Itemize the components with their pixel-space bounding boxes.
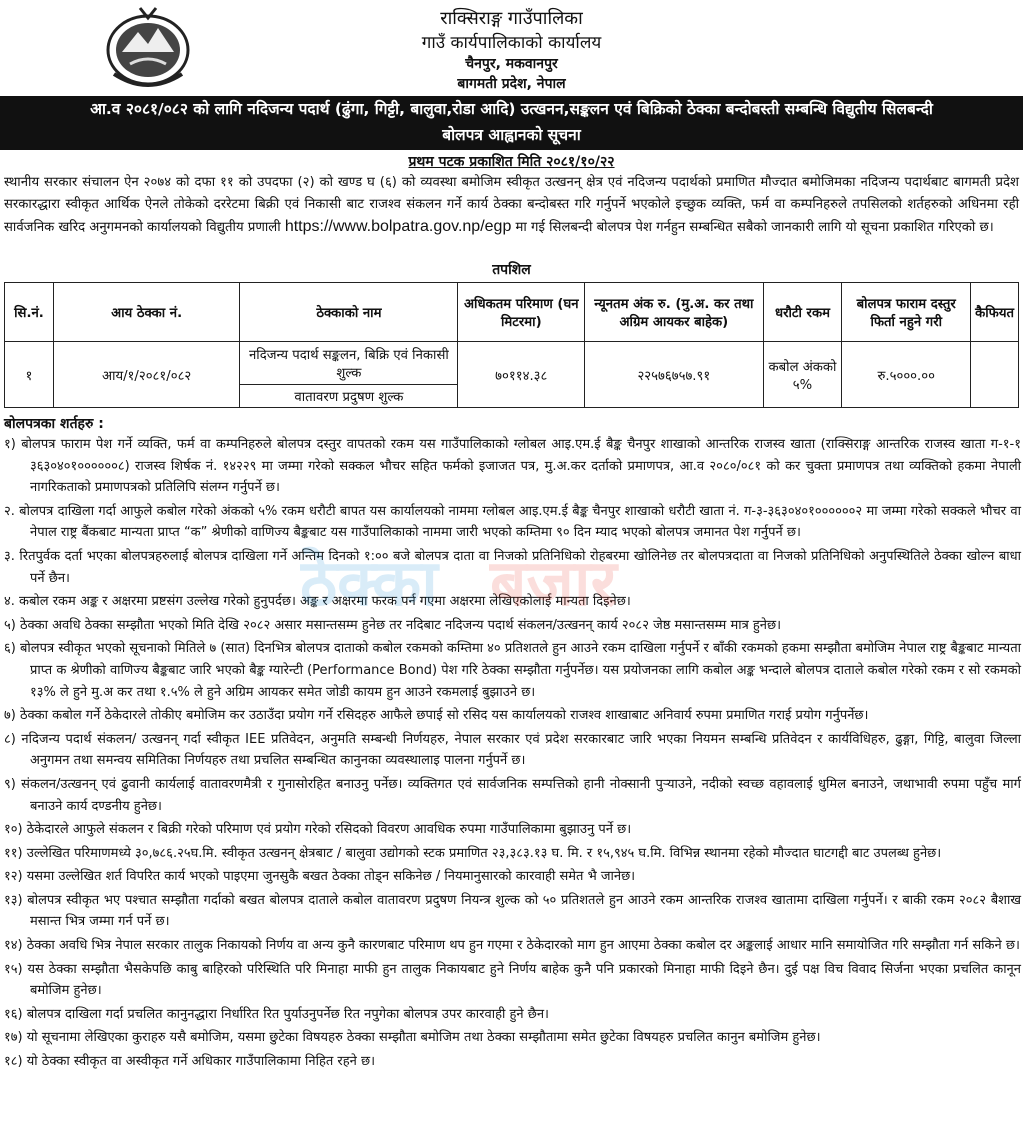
term-item: १२) यसमा उल्लेखित शर्त विपरित कार्य भएको पाइएमा जुनसुकै बखत ठेक्का तोड्न सकिनेछ / नियमानुसारको कारवाही समेत भै जानेछ।: [4, 869, 636, 885]
office-name: गाउँ कार्यपालिकाको कार्यालय: [421, 33, 602, 53]
term-item: ५) ठेक्का अवधि ठेक्का सम्झौता भएको मिति देखि २०८२ असार मसान्तसम्म हुनेछ तर नदिबाट नदिजन्य पदार्थ संकलन/उत्खनन् कार्य २०८२ जेष्ठ मसान्तसम्म मात्र हुनेछ।: [4, 617, 782, 633]
terms-list: [4, 434, 1021, 1075]
office-address: चैनपुर, मकवानपुर: [465, 56, 558, 72]
col-header-deposit: धरौटी रकम: [763, 283, 842, 342]
table-header-row: [5, 283, 1019, 342]
term-item: १०) ठेकेदारले आफुले संकलन र बिक्री गरेको परिमाण एवं प्रयोग गरेको रसिदको विवरण आवधिक रुपमा गाउँपालिकामा बुझाउनु पर्ने छ।: [4, 822, 632, 838]
term-item: १७) यो सूचनामा लेखिएका कुराहरु यसै बमोजिम, यसमा छुटेका विषयहरु ठेक्का सम्झौता बमोजिम तथा ठेक्का सम्झौतामा समेत छुटेका विषयहरु प्रचलित कानुन बमोजिम हुनेछ।: [4, 1030, 821, 1046]
watermark-part-2: बजार: [490, 547, 617, 621]
cell-contract-name-1: नदिजन्य पदार्थ सङ्कलन, बिक्रि एवं निकासी शुल्क: [240, 342, 458, 385]
col-header-contract-no: आय ठेक्का नं.: [53, 283, 239, 342]
cell-deposit: कबोल अंकको ५%: [763, 342, 842, 408]
intro-text-after-url: मा गई सिलबन्दी बोलपत्र पेश गर्नहुन सम्बन्धित सबैको जानकारी लागि यो सूचना प्रकाशित गरिएको छ।: [515, 220, 994, 235]
term-item: १६) बोलपत्र दाखिला गर्दा प्रचलित कानुनद्धारा निर्धारित रित पुर्याउनुपर्नेछ रित नपुगेका बोलपत्र उपर कारवाही हुने छैन।: [4, 1006, 549, 1022]
intro-text-before-url: स्थानीय सरकार संचालन ऐन २०७४ को दफा ११ को उपदफा (२) को खण्ड घ (६) को व्यवस्था बमोजिम स्वीकृत उत्खनन् क्षेत्र एवं नदिजन्य पदार्थको प्रमाणित मौज्दात बमोजिमका नदिजन्य पदार्थबाट बागमती प्रदेश सरकारद्धारा स्वीकृत आर्थिक ऐनले तोकेको दररेटमा बिक्री एवं निकासी बाट राजश्व संकलन गर्ने कार्य ठेक्का बन्दोबस्त गरि गर्नुपर्ने भएकोले इच्छुक व्यक्ति, फर्म वा कम्पनिहरुले तपसिलको शर्तहरुको अधिनमा रही सार्वजनिक खरिद अनुगमनको कार्यालयको विद्युतीय प्रणाली: [4, 175, 1019, 235]
term-item: १४) ठेक्का अवधि भित्र नेपाल सरकार तालुक निकायको निर्णय वा अन्य कुनै कारणबाट परिमाण थप हुन गएमा र ठेकेदारको माग हुन आएमा ठेक्का कबोल दर अङ्कलाई आधार मानि समायोजित गरि सम्झौता गर्न सकिने छ।: [4, 938, 1020, 954]
term-item: ९) संकलन/उत्खनन् एवं ढुवानी कार्यलाई वातावरणमैत्री र गुनासोरहित बनाउनु पर्नेछ। व्यक्तिगत एवं सार्वजनिक सम्पत्तिको हानी नोक्सानी पुऱ्याउने, नदीको स्वच्छ वहावलाई धुमिल बनाउने, जथाभावी रुपमा पहुँच मार्ग बनाउने कार्य दण्डनीय हुनेछ।: [4, 776, 1021, 814]
intro-paragraph: [4, 172, 1019, 239]
province-name: बागमती प्रदेश, नेपाल: [457, 76, 566, 92]
col-header-contract-name: ठेक्काको नाम: [240, 283, 458, 342]
notice-title-line2: बोलपत्र आह्वानको सूचना: [442, 126, 581, 144]
cell-contract-name-2: वातावरण प्रदुषण शुल्क: [240, 385, 458, 408]
term-item: ३. रितपुर्वक दर्ता भएका बोलपत्रहरुलाई बोलपत्र दाखिला गर्ने अन्तिम दिनको १:०० बजे बोलपत्र दाता वा निजको प्रतिनिधिको रोहबरमा खोलिनेछ तर बोलपत्रदाता वा निजको प्रतिनिधिको अनुपस्थितिले ठेक्का खोल्न बाधा पर्ने छैन।: [4, 548, 1021, 586]
table-title: तपशिल: [492, 262, 531, 278]
cell-remarks: [971, 342, 1019, 408]
letterhead: [0, 0, 1023, 96]
watermark-logo: [300, 535, 660, 625]
col-header-max-quantity: अधिकतम परिमाण (घन मिटरमा): [458, 283, 585, 342]
term-item: ८) नदिजन्य पदार्थ संकलन/ उत्खनन् गर्दा स्वीकृत IEE प्रतिवेदन, अनुमति सम्बन्धी निर्णयहरु, नेपाल सरकार एवं प्रदेश सरकारबाट जारि भएका नियमन सम्बन्धि प्रतिवेदन र कार्यविधिहरु, ढुङ्गा, गिट्टि, बालुवा जिल्ला अनुगमन तथा समन्वय समितिका निर्णयहरु तथा प्रचलित सम्बन्धित कानुनका व्यवस्थालाइ पालना गर्नुपर्ने छ।: [4, 731, 1021, 769]
publish-date: प्रथम पटक प्रकाशित मिति २०८१/१०/२२: [408, 154, 615, 170]
term-item: १८) यो ठेक्का स्वीकृत वा अस्वीकृत गर्ने अधिकार गाउँपालिकामा निहित रहने छ।: [4, 1054, 376, 1070]
term-item: ११) उल्लेखित परिमाणमध्ये ३०,७८६.२५घ.मि. स्वीकृत उत्खनन् क्षेत्रबाट / बालुवा उद्योगको स्टक प्रमाणित २३,३८३.१३ घ. मि. र १५,९४५ घ.मि. विभिन्न स्थानमा रहेको मौज्दात घाटगद्दी बाट उपलब्ध हुनेछ।: [4, 845, 942, 861]
term-item: १) बोलपत्र फाराम पेश गर्ने व्यक्ति, फर्म वा कम्पनिहरुले बोलपत्र दस्तुर वापतको रकम यस गाउँपालिकाको ग्लोबल आइ.एम.ई बैङ्क चैनपुर शाखाको आन्तरिक राजस्व खाता (राक्सिराङ्ग आन्तरिक राजस्व खाता ग-१-१ ३६३०४०१००००००८) राजस्व शिर्षक नं. १४२२९ मा जम्मा गरेको सक्कल भौचर सहित फर्मको इजाजत पत्र, मु.अ.कर दर्ताको प्रमाणपत्र, आ.व २०८०/०८१ को कर चुक्ता प्रमाणपत्र तथा व्यक्तिको हकमा नेपाली नागरिकताको प्रमाणपत्रको प्रतिलिपि संलग्न गर्नुपर्ने छ।: [4, 437, 1021, 496]
contract-details-table: [4, 282, 1019, 408]
cell-max-quantity: ७०११४.३८: [458, 342, 585, 408]
cell-contract-no: आय/१/२०८१/०८२: [53, 342, 239, 408]
term-item: १३) बोलपत्र स्वीकृत भए पश्चात सम्झौता गर्दाको बखत बोलपत्र दाताले कबोल वातावरण प्रदुषण नियन्त्र शुल्क को ५० प्रतिशतले हुन आउने रकम आन्तरिक राजश्व खातामा दाखिला गर्नुपर्ने। र बाकी रकम २०८२ बैशाख मसान्त भित्र जम्मा गर्न पर्ने छ।: [4, 892, 1021, 930]
municipality-name: राक्सिराङ्ग गाउँपालिका: [440, 8, 583, 29]
cell-sn: १: [5, 342, 54, 408]
term-item: १५) यस ठेक्का सम्झौता भैसकेपछि काबु बाहिरको परिस्थिति परि मिनाहा माफी हुन तालुक निकायबाट हुने निर्णय बाहेक कुनै पनि प्रकारको मिनाहा माफी दिइने छैन। दुई पक्ष विच विवाद सिर्जना भएका प्रचलित कानून बमोजिम हुनेछ।: [4, 961, 1021, 999]
watermark-part-1: ठेक्का: [300, 547, 438, 621]
notice-title-line1: आ.व २०८१/०८२ को लागि नदिजन्य पदार्थ (ढुंगा, गिट्टी, बालुवा,रोडा आदि) उत्खनन,सङ्कलन एवं बिक्रिको ठेक्का बन्दोबस्ती सम्बन्धि विद्युतीय सिलबन्दी: [90, 100, 933, 118]
terms-heading: बोलपत्रका शर्तहरु :: [4, 416, 104, 432]
col-header-min-amount: न्यूनतम अंक रु. (मु.अ. कर तथा अग्रिम आयकर बाहेक): [585, 283, 763, 342]
col-header-sn: सि.नं.: [5, 283, 54, 342]
cell-min-amount: २२५७६७५७.९१: [585, 342, 763, 408]
term-item: ६) बोलपत्र स्वीकृत भएको सूचनाको मितिले ७ (सात) दिनभित्र बोलपत्र दाताको कबोल रकमको कम्तिमा ४० प्रतिशतले हुन आउने रकम दाखिला गर्नुपर्ने र बाँकी रकमको हकमा सम्झौता बमोजिम नेपाल राष्ट्र बैङ्कबाट मान्यता प्राप्त क श्रेणीको वाणिज्य बैङ्कबाट जारि भएको बैङ्क ग्यारेन्टी (Performance Bond) पेश गरि ठेक्का सम्झौता गर्नुपर्नेछ। यस प्रयोजनका लागि कबोल अङ्क भन्दाले बोलपत्र दाताले कबोल गरेको रकम र सो रकमको १३% ले हुने मु.अ कर तथा १.५% ले हुने अग्रिम आयकर समेत जोडी कायम हुन आउने रकमलाई बुझाउने छ।: [4, 641, 1021, 700]
term-item: ७) ठेक्का कबोल गर्ने ठेकेदारले तोकीए बमोजिम कर उठाउँदा प्रयोग गर्ने रसिदहरु आफैले छपाई सो रसिद यस कार्यालयको राजश्व शाखाबाट अनिवार्य रुपमा प्रमाणित गराई प्रयोग गर्नुपर्नेछ।: [4, 708, 869, 724]
term-item: २. बोलपत्र दाखिला गर्दा आफुले कबोल गरेको अंकको ५% रकम धरौटी बापत यस कार्यालयको नाममा ग्लोबल आइ.एम.ई बैङ्क चैनपुर शाखाको धरौटी खाता नं. ग-३-३६३०४०१००००००२ मा जम्मा गरेको सक्कले भौचर वा नेपाल राष्ट्र बैंकबाट मान्यता प्राप्त “क” श्रेणीको वाणिज्य बैङ्कबाट यस गाउँपालिकाको नाममा जारी भएको कम्तिमा ९० दिन म्याद भएको बोलपत्र जमानत पेश गर्नुपर्ने छ।: [4, 503, 1021, 541]
term-item: ४. कबोल रकम अङ्क र अक्षरमा प्रष्टसंग उल्लेख गरेको हुनुपर्दछ। अङ्क र अक्षरमा फरक पर्न गएमा अक्षरमा लेखिएकोलाई मान्यता दिइनेछ।: [4, 594, 631, 610]
table-row: [5, 342, 1019, 385]
col-header-remarks: कैफियत: [971, 283, 1019, 342]
egp-url-link[interactable]: https://www.bolpatra.gov.np/egp: [284, 218, 512, 235]
notice-title-banner: [0, 96, 1023, 150]
cell-form-fee: रु.५०००.००: [842, 342, 971, 408]
col-header-form-fee: बोलपत्र फाराम दस्तुर फिर्ता नहुने गरी: [842, 283, 971, 342]
